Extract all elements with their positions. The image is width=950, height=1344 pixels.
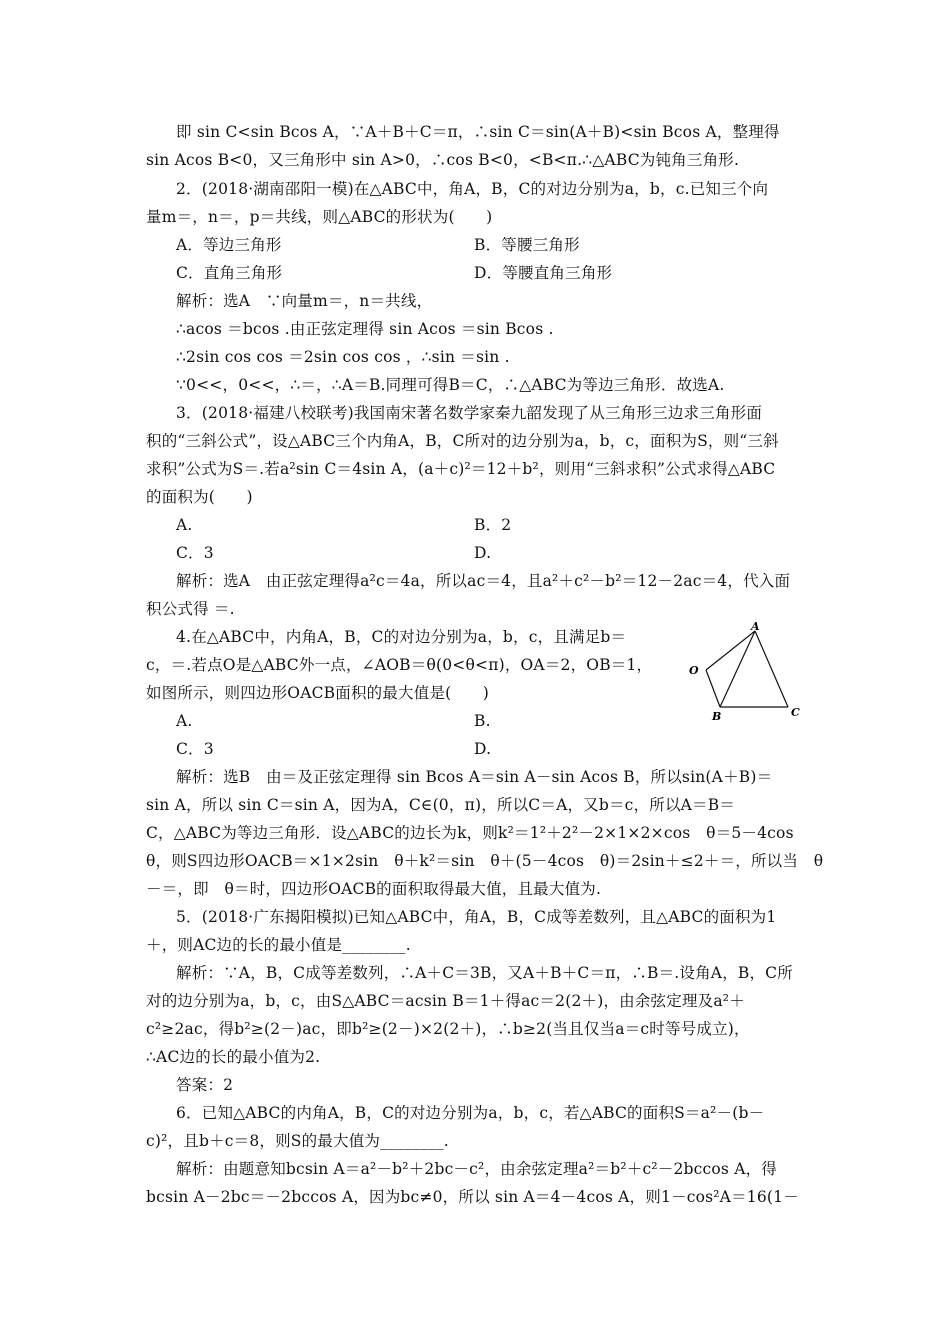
text-line: θ，则S四边形OACB＝×1×2sin θ＋k²＝sin θ＋(5－4cos θ)＝2sin＋≤2＋＝，所以当 θ	[146, 852, 824, 870]
text-line: c²≥2ac，得b²≥(2－)ac，即b²≥(2－)×2(2＋)，∴b≥2(当且仅当a＝c时等号成立)，	[146, 1020, 750, 1038]
text-line: 解析：选B 由＝及正弦定理得 sin Bcos A＝sin A－sin Acos B，所以sin(A＋B)＝	[176, 768, 773, 786]
text-line: C．直角三角形	[176, 264, 283, 282]
text-line: ∵0<<，0<<，∴＝，∴A＝B.同理可得B＝C，∴△ABC为等边三角形．故选A.	[176, 376, 725, 394]
text-line: c，＝.若点O是△ABC外一点，∠AOB＝θ(0<θ<π)，OA＝2，OB＝1，	[146, 656, 653, 674]
text-line: 对的边分别为a，b，c，由S△ABC＝acsin B＝1＋得ac＝2(2＋)，由余弦定理及a²＋	[146, 992, 745, 1010]
text-line: B．2	[474, 516, 512, 534]
text-line: D.	[474, 740, 492, 758]
text-line: 3．(2018·福建八校联考)我国南宋著名数学家秦九韶发现了从三角形三边求三角形面	[176, 404, 763, 422]
text-line: 即 sin C<sin Bcos A，∵A＋B＋C＝π，∴sin C＝sin(A＋B)<sin Bcos A，整理得	[176, 123, 780, 141]
text-line: 4.在△ABC中，内角A，B，C的对边分别为a，b，c，且满足b＝	[176, 628, 627, 646]
text-line: 求积”公式为S＝.若a²sin C＝4sin A，(a＋c)²＝12＋b²，则用“三斜求积”公式求得△ABC	[146, 460, 776, 478]
text-line: 解析：由题意知bcsin A＝a²－b²＋2bc－c²，由余弦定理a²＝b²＋c²－2bccos A，得	[176, 1160, 778, 1178]
text-line: 积公式得 ＝.	[146, 600, 235, 618]
vertex-label-C: C	[791, 706, 800, 719]
text-line: 6．已知△ABC的内角A，B，C的对边分别为a，b，c，若△ABC的面积S＝a²－(b－	[176, 1104, 765, 1122]
text-line: ∴2sin cos cos ＝2sin cos cos ，∴sin ＝sin .	[176, 348, 510, 366]
text-line: 量m＝，n＝，p＝共线，则△ABC的形状为( )	[146, 208, 493, 226]
text-line: sin Acos B<0，又三角形中 sin A>0，∴cos B<0，<B<π.∴△ABC为钝角三角形.	[146, 151, 740, 169]
text-line: sin A，所以 sin C＝sin A，因为A，C∈(0，π)，所以C＝A，又b＝c，所以A＝B＝	[146, 796, 736, 814]
text-line: 5．(2018·广东揭阳模拟)已知△ABC中，角A，B，C成等差数列，且△ABC的面积为1	[176, 908, 777, 926]
edge-OB	[706, 670, 720, 707]
text-line: ∴acos ＝bcos .由正弦定理得 sin Acos ＝sin Bcos .	[176, 320, 554, 338]
vertex-label-B: B	[712, 710, 722, 722]
text-line: C．3	[176, 544, 214, 562]
text-line: －＝，即 θ＝时，四边形OACB的面积取得最大值，且最大值为.	[146, 880, 602, 898]
text-line: 如图所示，则四边形OACB面积的最大值是( )	[146, 684, 490, 702]
text-line: 答案：2	[176, 1076, 234, 1094]
text-line: 解析：选A ∵向量m＝，n＝共线，	[176, 292, 433, 310]
edge-AB	[720, 631, 755, 707]
text-line: 解析：∵A，B，C成等差数列，∴A＋C＝3B，又A＋B＋C＝π，∴B＝.设角A，B，C所	[176, 964, 793, 982]
text-line: ＋，则AC边的长的最小值是________.	[146, 936, 411, 954]
text-line: 的面积为( )	[146, 488, 253, 506]
text-line: 积的“三斜公式”，设△ABC三个内角A，B，C所对的边分别为a，b，c，面积为S，则“三斜	[146, 432, 779, 450]
text-line: 2．(2018·湖南邵阳一模)在△ABC中，角A，B，C的对边分别为a，b，c.已知三个向	[176, 180, 769, 198]
text-line: A.	[176, 516, 193, 534]
text-line: B.	[474, 712, 491, 730]
quadrilateral-figure	[684, 622, 814, 722]
text-line: ∴AC边的长的最小值为2.	[146, 1048, 321, 1066]
text-line: B．等腰三角形	[474, 236, 580, 254]
text-line: c)²，且b＋c＝8，则S的最大值为________.	[146, 1132, 449, 1150]
vertex-label-A: A	[751, 622, 760, 633]
text-line: D.	[474, 544, 492, 562]
text-line: C，△ABC为等边三角形．设△ABC的边长为k，则k²＝1²＋2²－2×1×2×cos θ＝5－4cos	[146, 824, 794, 842]
text-line: A．等边三角形	[176, 236, 282, 254]
text-line: bcsin A－2bc＝－2bccos A，因为bc≠0，所以 sin A＝4－4cos A，则1－cos²A＝16(1－	[146, 1188, 799, 1206]
vertex-label-O: O	[689, 664, 699, 677]
edge-OA	[706, 631, 755, 670]
edge-AC	[755, 631, 788, 707]
text-line: C．3	[176, 740, 214, 758]
text-line: 解析：选A 由正弦定理得a²c＝4a，所以ac＝4，且a²＋c²－b²＝12－2ac＝4，代入面	[176, 572, 791, 590]
text-line: D．等腰直角三角形	[474, 264, 613, 282]
text-line: A.	[176, 712, 193, 730]
